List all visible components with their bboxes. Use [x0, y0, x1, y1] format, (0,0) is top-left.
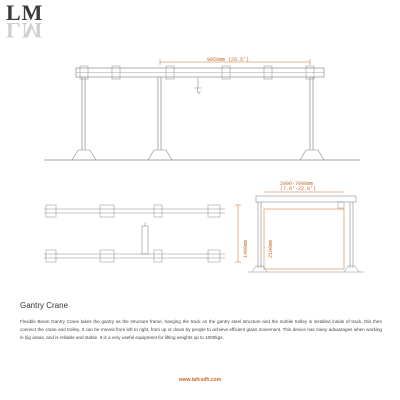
span-dimension-label: 9050mm (29.5') [207, 57, 250, 63]
logo-reflection: LM [6, 18, 44, 43]
side-width-label-imperial: (7.6'-22.9') [280, 186, 317, 192]
logo-text: LM [6, 0, 44, 25]
website-link[interactable]: www.tafcsdh.com [178, 377, 222, 383]
product-description: Flexible Beam Gantry Crane takes the gantry as the structure frame, hanging the track on the gantry steel structure and the mobile trolley is installed inside of track, this then connect the crane and trolley. It can be moved from left to right, from up or down by people to achieve efficient glass movement. This device has many advantages when working in big areas, and is reliable and stable. It is a very useful equipment for lifting weights up to 1000kgs. [20, 319, 382, 340]
product-title: Gantry Crane [20, 301, 69, 310]
trolley-hook [194, 77, 202, 93]
plan-cross-beam [142, 226, 148, 254]
side-top-beam [256, 196, 356, 202]
side-height-label: 2100mm [268, 239, 274, 258]
side-width-label: 2000-7000mm [280, 181, 314, 187]
plan-height-label: 1480mm [243, 239, 249, 258]
